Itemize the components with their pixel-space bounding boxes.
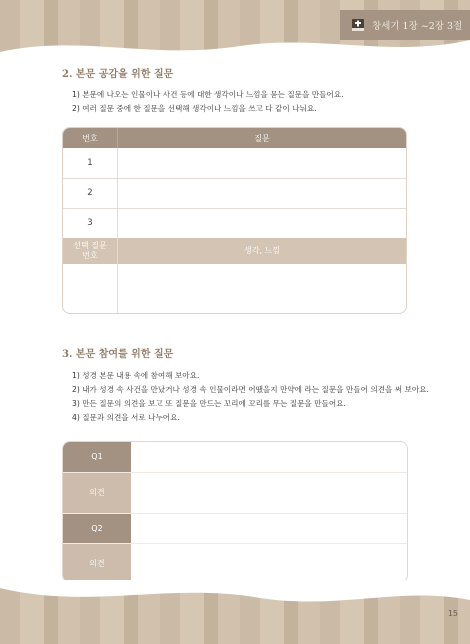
section2-instruction: 1) 본문에 나오는 인물이나 사건 등에 대한 생각이나 느낌을 묻는 질문을 만들어요. <box>72 90 344 99</box>
section3-title: 3. 본문 참여를 위한 질문 <box>62 349 174 360</box>
section3-instruction: 1) 성경 본문 내용 속에 참여해 보아요. <box>72 371 200 380</box>
table-row <box>63 513 407 543</box>
selected-number-cell[interactable] <box>63 264 118 313</box>
bottom-wave-divider <box>0 580 470 614</box>
q1-answer-cell[interactable] <box>131 442 407 472</box>
table-row <box>63 442 407 472</box>
row-number: 3 <box>63 208 118 238</box>
header-chapter-tab <box>340 10 470 40</box>
opinion2-answer-cell[interactable] <box>131 543 407 583</box>
row-number: 2 <box>63 178 118 208</box>
table-row <box>63 472 407 513</box>
section3-instruction: 4) 질문과 의견을 서로 나누어요. <box>72 413 180 422</box>
page-number: 15 <box>447 609 458 618</box>
section3-instruction: 2) 내가 성경 속 사건을 만났거나 성경 속 인물이라면 어땠을지 만약에 라는 질문을 만들어 의견을 써 보아요. <box>72 385 429 394</box>
col-header-question: 질문 <box>118 128 407 148</box>
question-table <box>62 127 407 314</box>
section2-instructions <box>72 88 344 116</box>
opinion1-label: 의견 <box>63 472 131 513</box>
section2-title: 2. 본문 공감을 위한 질문 <box>62 69 174 80</box>
section2-instruction: 2) 여러 질문 중에 한 질문을 선택해 생각이나 느낌을 쓰고 다 같이 나눠요. <box>72 104 317 113</box>
q2-label: Q2 <box>63 513 131 543</box>
question-cell[interactable] <box>118 178 407 208</box>
opinion1-answer-cell[interactable] <box>131 472 407 513</box>
participation-table <box>62 441 408 583</box>
question-cell[interactable] <box>118 208 407 238</box>
select-question-label: 선택 질문 번호 <box>63 238 118 264</box>
section3-instruction: 3) 만든 질문의 의견을 보고 또 질문을 만드는 꼬리에 꼬리를 무는 질문을 만들어요. <box>72 399 346 408</box>
table-row <box>63 148 406 178</box>
section3-instructions <box>72 369 429 425</box>
question-cell[interactable] <box>118 148 407 178</box>
bible-icon <box>350 17 366 33</box>
table-row <box>63 208 406 238</box>
thoughts-label: 생각, 느낌 <box>118 238 407 264</box>
q1-label: Q1 <box>63 442 131 472</box>
col-header-number: 번호 <box>63 128 118 148</box>
row-number: 1 <box>63 148 118 178</box>
table-row <box>63 178 406 208</box>
opinion2-label: 의견 <box>63 543 131 583</box>
thoughts-cell[interactable] <box>118 264 407 313</box>
table-row <box>63 543 407 583</box>
answer-row <box>63 264 406 313</box>
q2-answer-cell[interactable] <box>131 513 407 543</box>
header-title: 창세기 1장 ~2장 3절 <box>372 21 463 32</box>
